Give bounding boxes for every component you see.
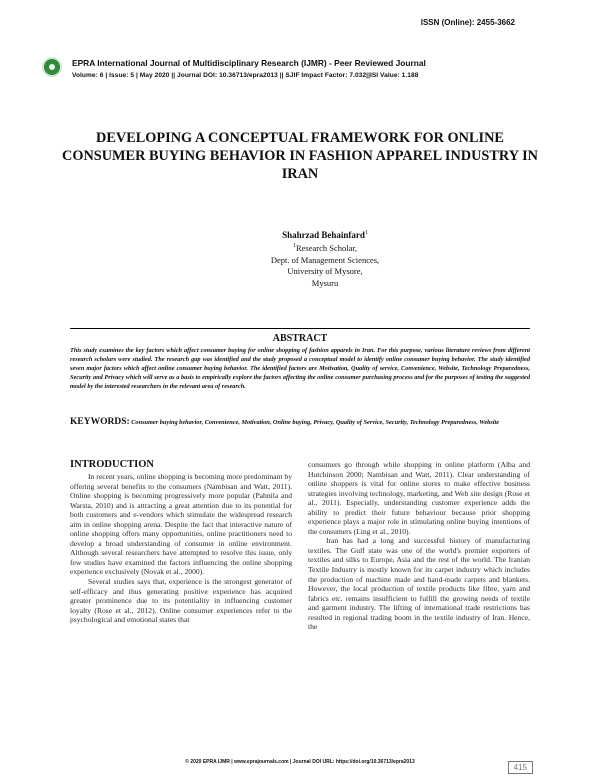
- abstract-heading: ABSTRACT: [272, 333, 328, 344]
- column-left: [70, 472, 292, 625]
- journal-title: EPRA International Journal of Multidisciplinary Research (IJMR) - Peer Reviewed Journal: [72, 58, 426, 68]
- page-number: 415: [508, 761, 533, 774]
- affil-line-2: Dept. of Management Sciences,: [270, 254, 380, 265]
- author-name: Shahrzad Behainfard: [282, 229, 365, 240]
- paragraph: Several studies says that, experience is the strongest generator of self-efficacy and thus generating positive experience has acquired greater prominence due to its potentiality in influencing customer loyalty (Rose et al., 2012). Online consumer experiences refer to the psychological and emotional states that: [70, 577, 292, 625]
- introduction-heading: INTRODUCTION: [70, 459, 155, 470]
- issn: ISSN (Online): 2455-3662: [420, 18, 515, 27]
- keywords-label: KEYWORDS:: [70, 417, 130, 427]
- abstract-text: This study examines the key factors which affect consumer buying for online shopping of fashion apparels in Iran. For this purpose, various literature reviews from different research scholars were studied. The research gap was identified and the study proposed a conceptual model to identify online consumer buying behavior. The study identified seven major factors which affect online consumer buying behavior. The identified factors are Motivation, Quality of service, Convenience, Website, Technology Preparedness, Security and Privacy which will serve as a basis to empirically explore the factors affecting the online consumer purchasing process and for the purposes of testing the suggested model by the interested researchers in the relevant area of research.: [70, 347, 530, 390]
- column-right: [308, 460, 530, 632]
- paragraph: Iran has had a long and successful history of manufacturing textiles. The Gulf state was one of the world's premier exporters of textiles and silks to Europe, Asia and the rest of the world. The Iranian Textile Industry is mostly known for its carpet industry which includes the production of machine made and hand-made carpets and blankets. However, the local production of textile products like fibre, yarn and fabrics etc. remains insufficient to fulfill the growing needs of textile and garment industry. The lifting of international trade restrictions has resulted in regional trading boom in the textile industry of Iran. Hence, the: [308, 536, 530, 632]
- paper-title: DEVELOPING A CONCEPTUAL FRAMEWORK FOR ONLINE CONSUMER BUYING BEHAVIOR IN FASHION APPAREL INDUSTRY IN IRAN: [62, 130, 538, 182]
- paragraph: In recent years, online shopping is becoming more predominant by offering several benefits to the consumers (Nambisan and Watt, 2011). Online shopping is becoming progressively more popular (Pahnila and Warsta, 2010) and is attracting a great attention due to its potential for both customers and e-vendors which stimulate the widespread research aim in online shopping arena. Despite the fact that interactive nature of online shopping offers many opportunities, online practitioners need to develop a broad understanding of consumer in online environment. Although several researchers have attempted to resolve this issue, only few studies have examined the factors influencing the online shopping experience exclusively (Novak et al., 2000).: [70, 472, 292, 577]
- author-sup: 1: [364, 230, 368, 236]
- paragraph: consumers go through while shopping in online platform (Alba and Hutchinson 2000; Nambisan and Watt, 2011). Clear understanding of online shoppers is vital for online stores to make effective business strategies involving technology, marketing, and Web site design (Rose et al., 2011). Especially, understanding customer experience adds the ability to predict their future behaviour because prior shopping experience plays a major role in stimulating online buying intentions of the consumers (Ling et al., 2010).: [308, 460, 530, 536]
- affil-line-4: Mysuru: [311, 277, 339, 288]
- journal-logo-icon: [42, 57, 62, 77]
- affil-sup: 1: [292, 243, 296, 250]
- keywords: [70, 418, 530, 428]
- abstract-divider: [70, 328, 530, 329]
- author-block: [165, 228, 485, 289]
- journal-meta: Volume: 6 | Issue: 5 | May 2020 || Journal DOI: 10.36713/epra2013 || SJIF Impact Factor: 7.032||ISI Value: 1.188: [72, 72, 419, 79]
- affil-line-1: Research Scholar,: [295, 243, 358, 254]
- affil-line-3: University of Mysore,: [287, 266, 363, 277]
- keywords-list: Consumer buying behavior, Convenience, Motivation, Online buying, Privacy, Quality of Service, Security, Technology Preparedness, Website: [131, 419, 500, 426]
- footer-text: © 2020 EPRA IJMR | www.eprajournals.com | Journal DOI URL: https://doi.org/10.36713/epra2013: [185, 759, 415, 765]
